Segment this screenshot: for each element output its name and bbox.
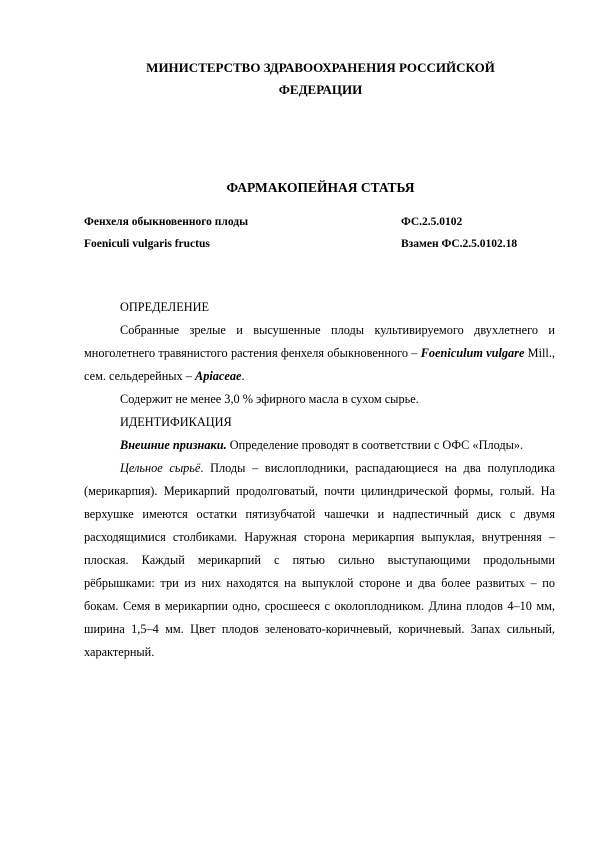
- whole-material-paragraph: [84, 457, 555, 664]
- definition-heading: ОПРЕДЕЛЕНИЕ: [120, 300, 209, 314]
- definition-paragraph: [84, 319, 555, 388]
- definition-text-3: .: [241, 369, 245, 383]
- monograph-replaces: Взамен ФС.2.5.0102.18: [401, 238, 518, 250]
- external-features-paragraph: [84, 434, 555, 457]
- ministry-line-2: ФЕДЕРАЦИИ: [278, 82, 363, 97]
- species-name: Foeniculum vulgare: [420, 346, 525, 360]
- whole-material-label: Цельное сырьё: [120, 461, 201, 475]
- monograph-code: ФС.2.5.0102: [401, 216, 463, 228]
- content-paragraph: Содержит не менее 3,0 % эфирного масла в сухом сырье.: [120, 392, 419, 406]
- identification-heading: ИДЕНТИФИКАЦИЯ: [120, 415, 232, 429]
- external-features-text: Определение проводят в соответствии с ОФС «Плоды».: [226, 438, 524, 452]
- family-name: Apiaceae: [195, 369, 242, 383]
- ministry-header: [84, 57, 557, 101]
- external-features-label: Внешние признаки.: [120, 438, 227, 452]
- monograph-name-row: [84, 216, 557, 236]
- definition-text-1: Собранные зрелые и высушенные плоды культивируемого двухлетнего и многолетнего травянистого растения фенхеля обыкновенного –: [84, 323, 555, 360]
- article-title: ФАРМАКОПЕЙНАЯ СТАТЬЯ: [226, 180, 415, 195]
- ministry-line-1: МИНИСТЕРСТВО ЗДРАВООХРАНЕНИЯ РОССИЙСКОЙ: [146, 60, 495, 75]
- monograph-body: [84, 296, 555, 664]
- monograph-latin-row: [84, 238, 557, 258]
- monograph-name-latin: Foeniculi vulgaris fructus: [84, 238, 210, 250]
- whole-material-text: . Плоды – вислоплодники, распадающиеся на два полуплодика (мерикарпия). Мерикарпий продолговатый, почти цилиндрической формы, голый. На верхушке имеются остатки пятизубчатой чашечки и надпестичный диск с двумя расходящимися столбиками. Наружная сторона мерикарпия выпуклая, внутренняя – плоская. Каждый мерикарпий с пятью сильно выступающими продольными рёбрышками: три из них находятся на выпуклой стороне и два более развитых – по бокам. Семя в мерикарпии одно, сросшееся с околоплодником. Длина плодов 4–10 мм, ширина 1,5–4 мм. Цвет плодов зеленовато-коричневый, коричневый. Запах сильный, характерный.: [84, 461, 555, 659]
- definition-text-2: Mill., сем. сельдерейных –: [84, 346, 555, 383]
- monograph-name-ru: Фенхеля обыкновенного плоды: [84, 216, 249, 228]
